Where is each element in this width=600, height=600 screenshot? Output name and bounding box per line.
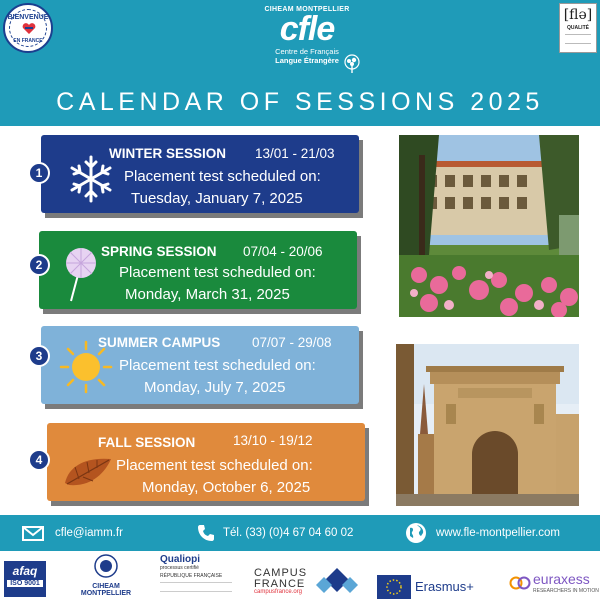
phone-number[interactable]: Tél. (33) (0)4 67 04 60 02	[223, 527, 354, 539]
leaf-icon	[61, 453, 117, 491]
dandelion-icon	[61, 245, 101, 303]
contact-bar	[0, 515, 600, 551]
session-card-summer	[41, 326, 359, 404]
en-france-label: EN FRANCE	[13, 38, 43, 44]
session-name: FALL SESSION	[98, 435, 196, 450]
cfle-wordmark: cfle	[279, 10, 335, 48]
session-card-spring	[39, 231, 357, 309]
erasmus-label: Erasmus+	[415, 579, 474, 594]
placement-label: Placement test scheduled on:	[119, 264, 316, 281]
afaq-label: afaq	[12, 564, 38, 578]
euraxess-rings-icon	[509, 573, 531, 593]
session-dates: 13/10 - 19/12	[233, 433, 313, 448]
campus-building-photo	[399, 135, 579, 317]
placement-date: Monday, March 31, 2025	[125, 286, 290, 303]
cfle-subtitle-2: Langue Étrangère	[275, 56, 339, 65]
session-number-badge: 1	[28, 162, 50, 184]
partner-logos	[0, 551, 600, 600]
fle-mark: [flə]	[563, 7, 593, 23]
website-link[interactable]: www.fle-montpellier.com	[436, 527, 560, 539]
email-link[interactable]: cfle@iamm.fr	[55, 527, 123, 539]
bienvenue-label: BIENVENUE	[7, 14, 49, 21]
tree-icon	[342, 54, 362, 74]
erasmus-logo	[377, 575, 489, 599]
session-number-badge: 4	[28, 449, 50, 471]
campus-france-1: CAMPUS	[254, 567, 308, 579]
euraxess-label: euraxess	[533, 571, 590, 587]
session-name: SPRING SESSION	[101, 244, 217, 259]
qualiopi-rep: RÉPUBLIQUE FRANÇAISE	[160, 573, 223, 579]
afaq-iso-label: ISO 9001	[7, 580, 43, 587]
ciheam-emblem-icon	[94, 554, 118, 578]
session-card-fall	[47, 423, 365, 501]
eu-flag-icon	[377, 575, 411, 599]
qualiopi-logo	[160, 554, 232, 600]
cfle-logo	[252, 6, 362, 80]
ciheam-label: CIHEAM MONTPELLIER	[264, 6, 350, 13]
phone-icon	[197, 524, 215, 542]
arc-de-triomphe-photo	[396, 344, 579, 506]
header-banner	[0, 0, 600, 126]
session-dates: 07/04 - 20/06	[243, 244, 323, 259]
euraxess-sub: RESEARCHERS IN MOTION	[533, 588, 599, 594]
globe-icon	[405, 522, 427, 544]
placement-date: Tuesday, January 7, 2025	[131, 190, 303, 207]
placement-date: Monday, July 7, 2025	[144, 379, 286, 396]
cfle-subtitle-1: Centre de Français	[275, 47, 339, 56]
placement-label: Placement test scheduled on:	[116, 457, 313, 474]
qualiopi-sub: processus certifié	[160, 565, 199, 571]
ciheam-line2: MONTPELLIER	[80, 590, 132, 597]
ciheam-line1: CIHEAM	[92, 583, 120, 590]
session-name: SUMMER CAMPUS	[98, 335, 221, 350]
session-dates: 07/07 - 29/08	[252, 335, 332, 350]
session-number-badge: 3	[28, 345, 50, 367]
afaq-logo	[4, 561, 46, 597]
session-dates: 13/01 - 21/03	[255, 146, 335, 161]
ciheam-montpellier-logo	[76, 554, 136, 600]
heart-icon	[22, 23, 36, 35]
email-icon	[22, 526, 44, 541]
placement-label: Placement test scheduled on:	[119, 357, 316, 374]
bienvenue-en-france-logo	[3, 3, 53, 53]
campus-france-logo	[254, 567, 360, 599]
campus-france-diamond-icon	[314, 567, 360, 595]
fle-quality-badge	[559, 3, 597, 53]
placement-label: Placement test scheduled on:	[124, 168, 321, 185]
qualiopi-label: Qualiopi	[160, 554, 200, 565]
session-card-winter	[41, 135, 359, 213]
session-name: WINTER SESSION	[109, 146, 227, 161]
page-title: CALENDAR OF SESSIONS 2025	[56, 88, 544, 116]
euraxess-logo	[509, 571, 597, 599]
placement-date: Monday, October 6, 2025	[142, 479, 311, 496]
campus-france-2: FRANCE	[254, 578, 306, 590]
campus-france-url: campusfrance.org	[254, 589, 303, 595]
fle-quality-label: QUALITÉ	[567, 25, 589, 31]
session-number-badge: 2	[28, 254, 50, 276]
